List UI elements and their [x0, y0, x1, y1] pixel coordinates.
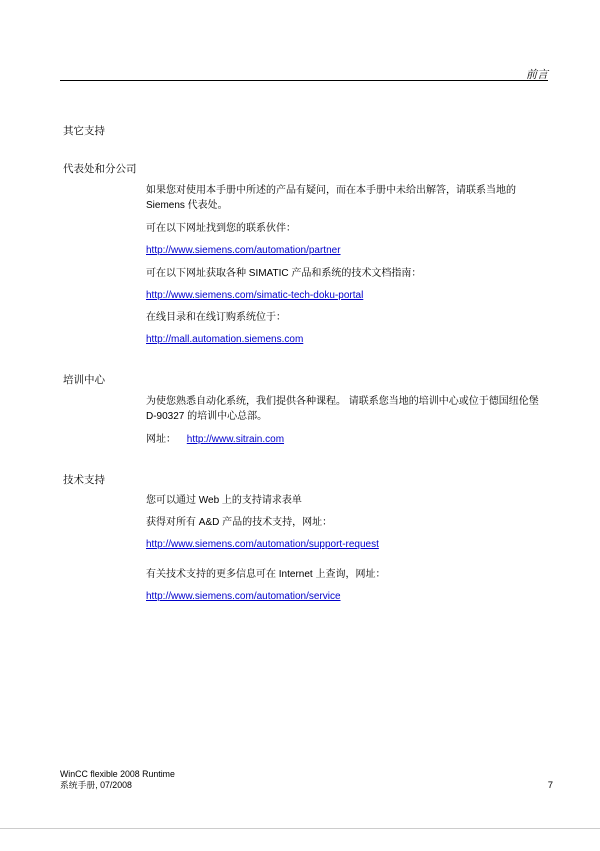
link-tech-doku-portal[interactable]: http://www.siemens.com/simatic-tech-doku-portal	[146, 290, 364, 301]
link-partner[interactable]: http://www.siemens.com/automation/partner	[146, 245, 341, 256]
tech-support-more-text: 有关技术支持的更多信息可在 Internet 上查询，网址：	[146, 569, 386, 580]
page-number: 7	[547, 780, 553, 791]
tech-support-form-text: 您可以通过 Web 上的支持请求表单	[146, 495, 302, 506]
link-support-request[interactable]: http://www.siemens.com/automation/support-request	[146, 539, 379, 550]
representatives-partner-text: 可在以下网址找到您的联系伙伴：	[146, 223, 296, 234]
heading-representatives: 代表处和分公司	[63, 163, 137, 175]
training-url-label: 网址：	[146, 434, 176, 445]
tech-support-ad-text: 获得对所有 A&D 产品的技术支持，网址：	[146, 517, 333, 528]
header-rule	[60, 80, 548, 81]
representatives-intro: 如果您对使用本手册中所述的产品有疑问，而在本手册中未给出解答，请联系当地的Siemens 代表处。	[146, 185, 516, 211]
header-section-label: 前言	[526, 69, 548, 81]
training-url-row	[146, 432, 548, 447]
heading-training: 培训中心	[63, 374, 105, 386]
link-mall[interactable]: http://mall.automation.siemens.com	[146, 334, 304, 345]
link-sitrain[interactable]: http://www.sitrain.com	[186, 434, 285, 445]
training-intro: 为使您熟悉自动化系统，我们提供各种课程。 请联系您当地的培训中心或位于德国纽伦堡 D-90327 的培训中心总部。	[146, 396, 539, 422]
representatives-docs-text: 可在以下网址获取各种 SIMATIC 产品和系统的技术文档指南：	[146, 268, 422, 279]
link-service[interactable]: http://www.siemens.com/automation/service	[146, 591, 341, 602]
footer-manual: 系统手册, 07/2008	[60, 780, 132, 790]
representatives-catalog-text: 在线目录和在线订购系统位于：	[146, 312, 286, 323]
footer-product: WinCC flexible 2008 Runtime	[60, 769, 175, 779]
heading-other-support: 其它支持	[63, 125, 105, 137]
heading-tech-support: 技术支持	[63, 474, 105, 486]
page-bottom-rule	[0, 828, 600, 829]
